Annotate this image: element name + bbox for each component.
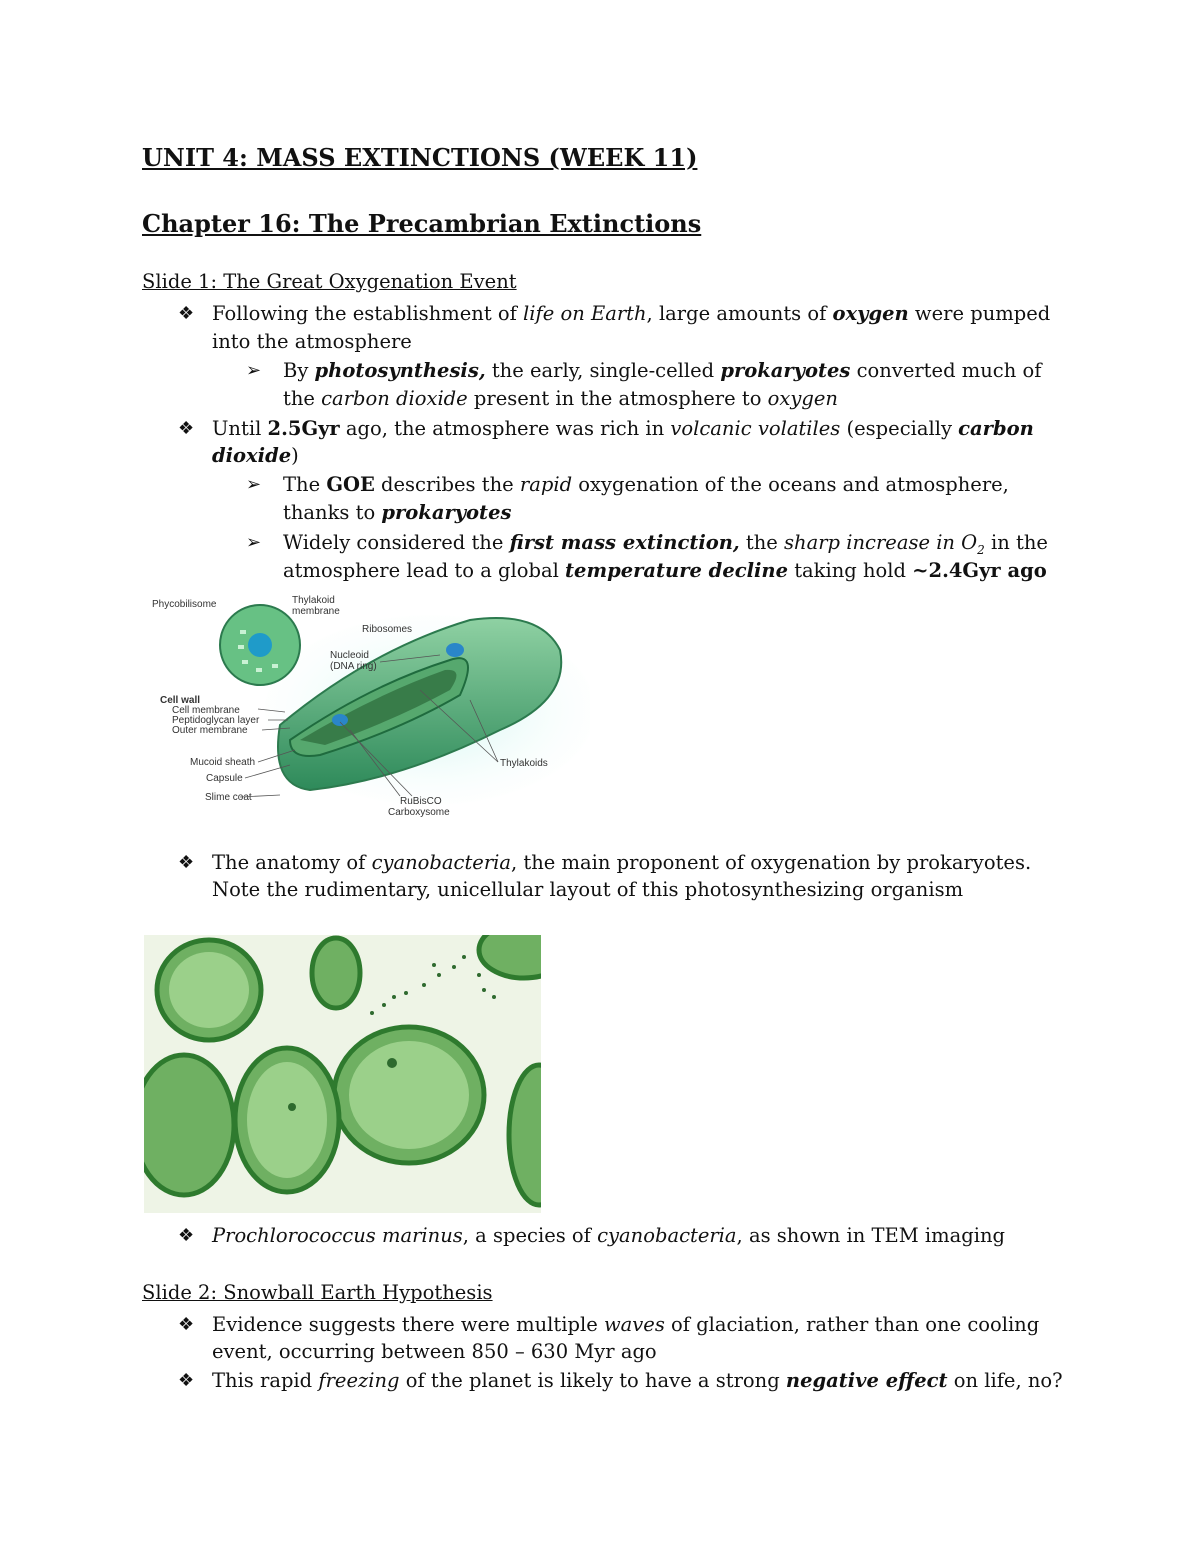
label-slime-coat: Slime coat [205, 792, 252, 803]
bullet-icon: ❖ [178, 1370, 195, 1391]
label-peptidoglycan: Peptidoglycan layer [172, 715, 260, 726]
bullet-icon: ❖ [178, 852, 195, 873]
slide1-sub1: By photosynthesis, the early, single-celled prokaryotes converted much of [283, 359, 1042, 382]
bullet-icon: ❖ [178, 1314, 195, 1335]
label-rubisco: RuBisCO [400, 796, 442, 807]
bullet-icon: ❖ [178, 1225, 195, 1246]
slide1-sub3-line2: atmosphere lead to a global temperature decline taking hold ~2.4Gyr ago [283, 559, 1047, 582]
slide1-sub1-line2: the carbon dioxide present in the atmosphere to oxygen [283, 387, 838, 410]
label-capsule: Capsule [206, 773, 243, 784]
caption-cyanobacteria-anatomy-line2: Note the rudimentary, unicellular layout of this photosynthesizing organism [212, 878, 964, 901]
label-nucleoid-2: (DNA ring) [330, 661, 377, 672]
sub-bullet-icon: ➢ [246, 360, 262, 381]
label-thylakoids: Thylakoids [500, 758, 548, 769]
slide1-sub2-line2: thanks to prokaryotes [283, 501, 512, 524]
sub-bullet-icon: ➢ [246, 532, 262, 553]
slide2-bullet1-line2: event, occurring between 850 – 630 Myr ago [212, 1340, 657, 1363]
cyanobacteria-diagram [150, 590, 590, 825]
label-ribosomes: Ribosomes [362, 624, 413, 635]
label-phycobilisome: Phycobilisome [152, 599, 217, 610]
label-thylakoid-membrane-2: membrane [292, 606, 340, 617]
bullet-icon: ❖ [178, 418, 195, 439]
slide1-heading: Slide 1: The Great Oxygenation Event [142, 270, 517, 293]
label-carboxysome: Carboxysome [388, 807, 450, 818]
slide1-sub2: The GOE describes the rapid oxygenation of the oceans and atmosphere, [283, 473, 1009, 496]
caption-tem: Prochlorococcus marinus, a species of cyanobacteria, as shown in TEM imaging [212, 1224, 1006, 1247]
label-nucleoid: Nucleoid [330, 650, 369, 661]
label-cell-wall: Cell wall [160, 695, 201, 706]
tem-image [144, 935, 541, 1213]
slide1-sub3: Widely considered the first mass extinction, the sharp increase in $O_2$ in the [283, 531, 1048, 557]
label-thylakoid-membrane: Thylakoid [292, 595, 335, 606]
caption-cyanobacteria-anatomy: The anatomy of cyanobacteria, the main proponent of oxygenation by prokaryotes. [212, 851, 1032, 874]
chapter-title: Chapter 16: The Precambrian Extinctions [142, 209, 702, 238]
slide1-bullet2-line2: dioxide) [212, 444, 299, 467]
sub-bullet-icon: ➢ [246, 474, 262, 495]
unit-title: UNIT 4: MASS EXTINCTIONS (WEEK 11) [142, 143, 698, 172]
slide2-bullet2: This rapid freezing of the planet is likely to have a strong negative effect on life, no? [212, 1369, 1063, 1392]
slide2-bullet1: Evidence suggests there were multiple waves of glaciation, rather than one cooling [212, 1313, 1040, 1336]
slide1-bullet1-line2: into the atmosphere [212, 330, 412, 353]
slide2-heading: Slide 2: Snowball Earth Hypothesis [142, 1281, 493, 1304]
slide1-bullet2: Until 2.5Gyr ago, the atmosphere was rich in volcanic volatiles (especially carbon [212, 417, 1034, 440]
label-cell-membrane: Cell membrane [172, 705, 240, 716]
label-mucoid-sheath: Mucoid sheath [190, 757, 256, 768]
slide1-bullet1: Following the establishment of life on Earth, large amounts of oxygen were pumped [212, 302, 1051, 325]
bullet-icon: ❖ [178, 303, 195, 324]
label-outer-membrane: Outer membrane [172, 725, 248, 736]
